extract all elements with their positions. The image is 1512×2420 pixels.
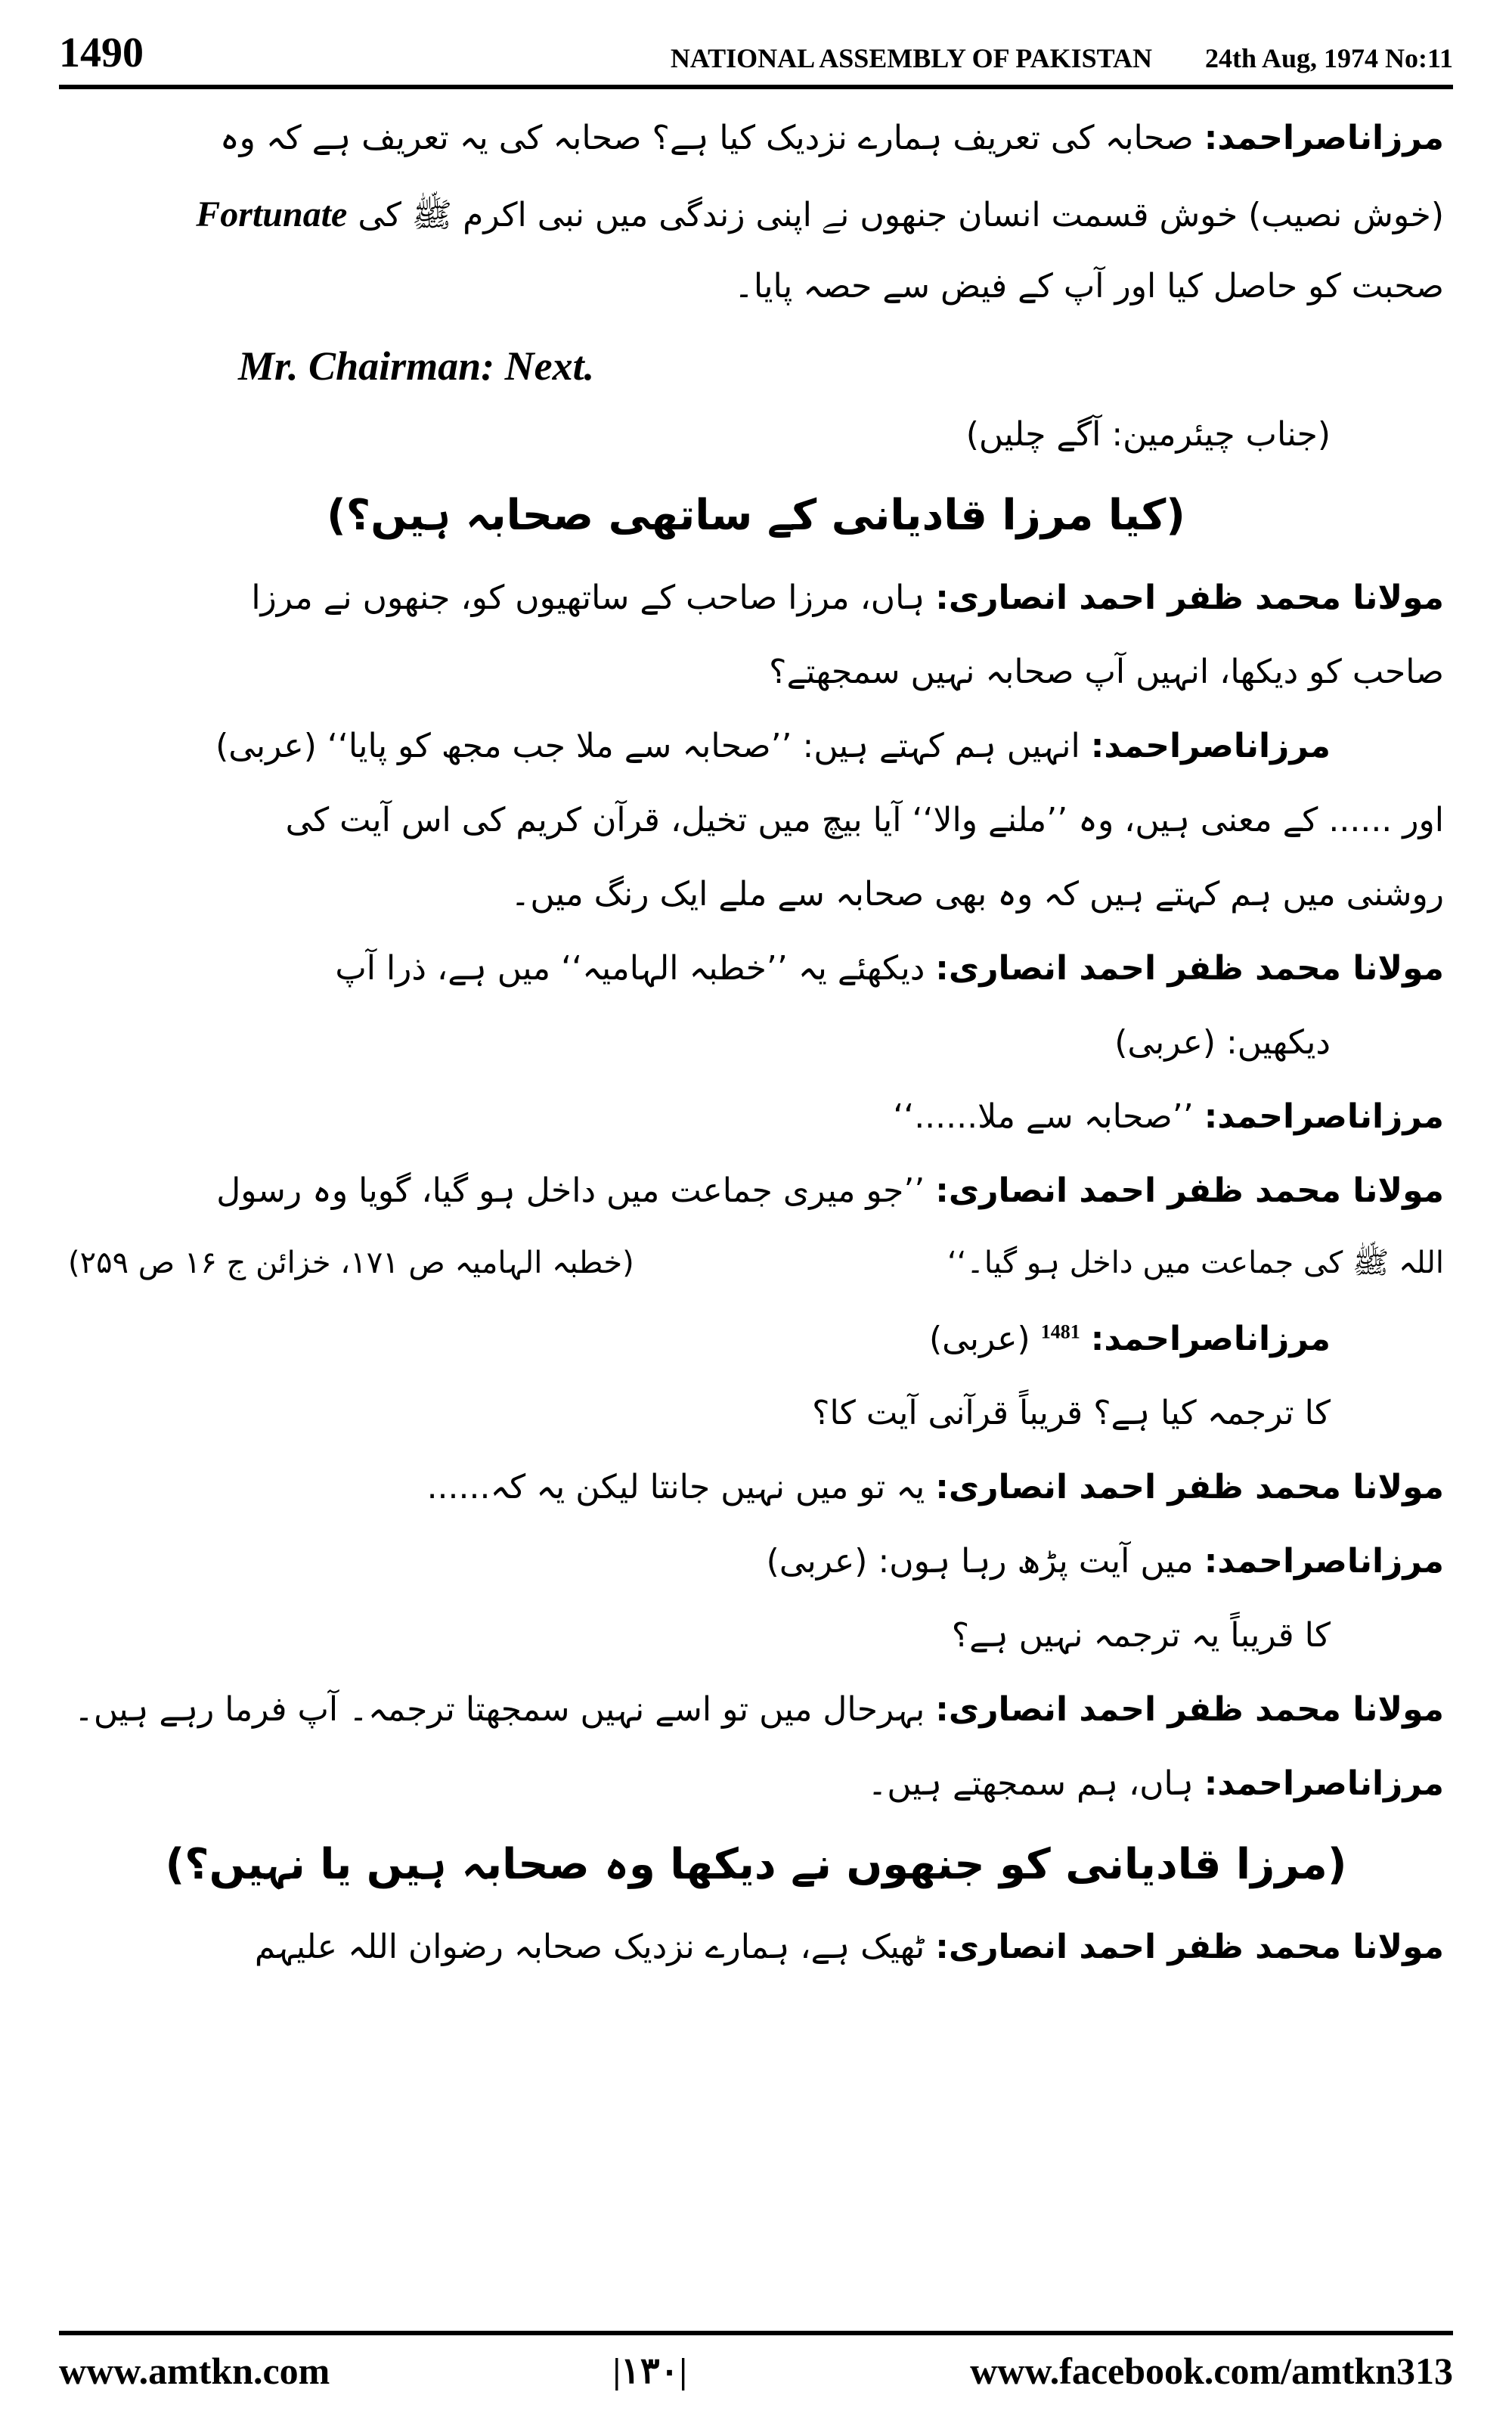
speaker-name: مولانا محمد ظفر احمد انصاری: xyxy=(935,1468,1444,1506)
speech-text: کا ترجمہ کیا ہے؟ قریباً قرآنی آیت کا؟ xyxy=(812,1394,1331,1432)
transcript-line xyxy=(68,870,1444,944)
speech-text: میں آیت پڑھ رہا ہوں: (عربی) xyxy=(766,1542,1194,1581)
speaker-name: مرزاناصراحمد: xyxy=(1204,1097,1444,1136)
transcript-body xyxy=(68,113,1444,2322)
speech-text: ’’صحابہ سے ملا......‘‘ xyxy=(893,1097,1194,1136)
transcript-line xyxy=(68,1092,1444,1166)
english-term: Fortunate xyxy=(196,194,348,234)
header-rule xyxy=(59,85,1453,89)
speaker-name: مرزاناصراحمد: xyxy=(1090,727,1331,765)
transcript-line xyxy=(68,1018,1444,1092)
urdu-page-number: |۱۳۰| xyxy=(612,2351,687,2391)
speech-text: یہ تو میں نہیں جانتا لیکن یہ کہ...... xyxy=(426,1468,925,1506)
speech-text: دیکھئے یہ ’’خطبہ الہامیہ‘‘ میں ہے، ذرا آپ xyxy=(335,949,925,988)
speaker-name: مرزاناصراحمد: xyxy=(1204,1542,1444,1581)
speaker-name: مولانا محمد ظفر احمد انصاری: xyxy=(935,579,1444,617)
transcript-line xyxy=(68,1240,1444,1314)
transcript-line xyxy=(68,944,1444,1018)
speech-text: ٹھیک ہے، ہمارے نزدیک صحابہ رضوان اللہ علیہم xyxy=(254,1928,925,1966)
speech-text: (جناب چیئرمین: آگے چلیں) xyxy=(965,415,1331,454)
transcript-line xyxy=(68,262,1444,336)
footer-rule xyxy=(59,2331,1453,2335)
header-date: 24th Aug, 1974 xyxy=(1204,43,1378,73)
transcript-line xyxy=(68,113,1444,188)
section-heading: (کیا مرزا قادیانی کے ساتھی صحابہ ہیں؟) xyxy=(327,491,1185,540)
citation-reference: (خطبہ الہامیہ ص ۱۷۱، خزائن ج ۱۶ ص ۲۵۹) xyxy=(68,1246,634,1280)
speaker-name: مولانا محمد ظفر احمد انصاری: xyxy=(935,1171,1444,1210)
transcript-line xyxy=(68,1759,1444,1833)
speech-text: ’’جو میری جماعت میں داخل ہو گیا، گویا وہ رسول xyxy=(216,1171,925,1210)
speaker-name: مرزاناصراحمد: xyxy=(1090,1320,1331,1358)
page-footer xyxy=(59,2344,1453,2397)
speech-text: صحبت کو حاصل کیا اور آپ کے فیض سے حصہ پایا۔ xyxy=(734,267,1444,306)
transcript-line xyxy=(68,1388,1444,1463)
speech-text: روشنی میں ہم کہتے ہیں کہ وہ بھی صحابہ سے ملے ایک رنگ میں۔ xyxy=(510,875,1444,914)
transcript-line xyxy=(68,1166,1444,1240)
transcript-line xyxy=(68,721,1444,796)
speech-text: دیکھیں: (عربی) xyxy=(1114,1023,1331,1062)
speech-text: ہاں، ہم سمجھتے ہیں۔ xyxy=(867,1764,1194,1803)
transcript-line xyxy=(68,1922,1444,1996)
speech-text: بہرحال میں تو اسے نہیں سمجھتا ترجمہ۔ آپ فرما رہے ہیں۔ xyxy=(74,1690,925,1729)
page-number: 1490 xyxy=(59,29,144,76)
speaker-name: مولانا محمد ظفر احمد انصاری: xyxy=(935,1928,1444,1966)
transcript-line xyxy=(68,1537,1444,1611)
page-header xyxy=(59,29,1453,82)
transcript-line xyxy=(68,188,1444,262)
speech-text: ہاں، مرزا صاحب کے ساتھیوں کو، جنھوں نے مرزا xyxy=(251,579,925,617)
speech-text: اور ...... کے معنی ہیں، وہ ’’ملنے والا‘‘ آیا بیچ میں تخیل، قرآن کریم کی اس آیت کی xyxy=(285,801,1444,839)
page-marker: 1481 xyxy=(1040,1320,1080,1343)
speaker-name: مرزاناصراحمد: xyxy=(1204,119,1444,157)
speaker-name: مولانا محمد ظفر احمد انصاری: xyxy=(935,1690,1444,1729)
facebook-link[interactable]: www.facebook.com/amtkn313 xyxy=(970,2350,1453,2392)
transcript-line xyxy=(68,796,1444,870)
speech-text: صحابہ کی تعریف ہمارے نزدیک کیا ہے؟ صحابہ کی یہ تعریف ہے کہ وہ xyxy=(219,119,1194,157)
transcript-line xyxy=(68,1685,1444,1759)
speech-text: صاحب کو دیکھا، انہیں آپ صحابہ نہیں سمجھتے؟ xyxy=(769,653,1444,691)
speech-text: انہیں ہم کہتے ہیں: ’’صحابہ سے ملا جب مجھ کو پایا‘‘ (عربی) xyxy=(215,727,1080,765)
speech-text: کا قریباً یہ ترجمہ نہیں ہے؟ xyxy=(951,1616,1331,1655)
transcript-line xyxy=(68,1611,1444,1685)
running-header xyxy=(671,42,1453,74)
speech-text: (عربی) xyxy=(928,1320,1030,1358)
speech-text: اللہ ﷺ کی جماعت میں داخل ہو گیا۔‘‘ xyxy=(947,1246,1444,1280)
speaker-name: مرزاناصراحمد: xyxy=(1204,1764,1444,1803)
speaker-name: مولانا محمد ظفر احمد انصاری: xyxy=(935,949,1444,988)
header-date-issue xyxy=(1205,42,1453,74)
speech-text: (خوش نصیب) خوش قسمت انسان جنھوں نے اپنی زندگی میں نبی اکرم ﷺ کی xyxy=(358,196,1444,234)
publication-title: NATIONAL ASSEMBLY OF PAKISTAN xyxy=(670,43,1152,73)
transcript-line xyxy=(68,1314,1444,1388)
transcript-line xyxy=(68,573,1444,647)
transcript-line xyxy=(68,1463,1444,1537)
website-link[interactable]: www.amtkn.com xyxy=(59,2350,330,2392)
section-heading: (مرزا قادیانی کو جنھوں نے دیکھا وہ صحابہ ہیں یا نہیں؟) xyxy=(165,1840,1347,1889)
chairman-urdu-line xyxy=(68,410,1444,484)
header-issue: No:11 xyxy=(1385,43,1453,73)
chairman-english-line: Mr. Chairman: Next. xyxy=(238,343,595,389)
transcript-line xyxy=(68,647,1444,721)
